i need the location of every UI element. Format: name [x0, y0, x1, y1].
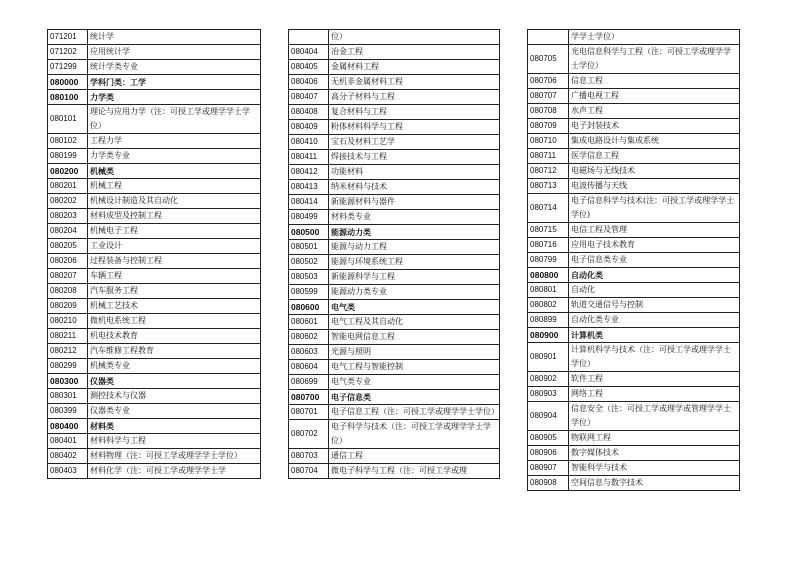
- major-name: 能源与动力工程: [329, 240, 500, 255]
- table-row: [289, 210, 500, 225]
- major-name: 微机电系统工程: [88, 314, 261, 329]
- major-name: 计算机科学与技术（注：可授工学或理学学士学位）: [569, 343, 740, 372]
- major-code: 080713: [528, 179, 569, 194]
- major-name: 粉体材料科学与工程: [329, 120, 500, 135]
- major-code: 080500: [289, 225, 329, 240]
- major-name: 高分子材料与工程: [329, 90, 500, 105]
- table-row: [528, 372, 740, 387]
- major-name: 电气类: [329, 300, 500, 315]
- major-name: 电气类专业: [329, 375, 500, 390]
- table-row: [528, 431, 740, 446]
- major-name: 能源动力类专业: [329, 285, 500, 300]
- major-code: 071202: [48, 45, 88, 60]
- category-row: [289, 300, 500, 315]
- major-name: 仪器类: [88, 374, 261, 389]
- major-code: [289, 30, 329, 45]
- major-name: 电子信息工程（注：可授工学或理学学士学位）: [329, 405, 500, 420]
- table-row: [48, 209, 261, 224]
- major-name: 力学类: [88, 90, 261, 105]
- major-name: 统计学: [88, 30, 261, 45]
- table-row: [48, 389, 261, 404]
- major-name: 计算机类: [569, 328, 740, 343]
- major-name: 轨道交通信号与控制: [569, 298, 740, 313]
- major-code: 080101: [48, 105, 88, 134]
- major-code: 080414: [289, 195, 329, 210]
- major-code: 080709: [528, 119, 569, 134]
- major-name: 理论与应用力学（注：可授工学或理学学士学位）: [88, 105, 261, 134]
- major-code: 071201: [48, 30, 88, 45]
- major-code: 080700: [289, 390, 329, 405]
- major-name: 宝石及材料工艺学: [329, 135, 500, 150]
- major-name: 工程力学: [88, 134, 261, 149]
- table-row: [289, 75, 500, 90]
- major-code: 080702: [289, 420, 329, 449]
- table-row: [48, 314, 261, 329]
- major-name: 电子科学与技术（注：可授工学或理学学士学位）: [329, 420, 500, 449]
- major-code: [528, 30, 569, 45]
- major-name: 网络工程: [569, 387, 740, 402]
- category-row: [48, 75, 261, 90]
- table-row: [528, 238, 740, 253]
- table-row: [289, 120, 500, 135]
- major-name: 机械电子工程: [88, 224, 261, 239]
- major-name: 纳米材料与技术: [329, 180, 500, 195]
- major-code: 080802: [528, 298, 569, 313]
- major-name: 冶金工程: [329, 45, 500, 60]
- major-code: 080599: [289, 285, 329, 300]
- category-row: [528, 328, 740, 343]
- table-row: [289, 60, 500, 75]
- major-code: 080714: [528, 194, 569, 223]
- major-name: 电波传播与天线: [569, 179, 740, 194]
- major-code: 080703: [289, 449, 329, 464]
- major-code: 080301: [48, 389, 88, 404]
- major-code: 080715: [528, 223, 569, 238]
- major-code: 080404: [289, 45, 329, 60]
- major-name: 物联网工程: [569, 431, 740, 446]
- major-name: 数字媒体技术: [569, 446, 740, 461]
- major-code: 080800: [528, 268, 569, 283]
- major-name: 自动化类: [569, 268, 740, 283]
- major-code: 080210: [48, 314, 88, 329]
- table-row: [48, 105, 261, 134]
- major-name: 材料化学（注：可授工学或理学学士学: [88, 464, 261, 479]
- major-name: 电气工程及其自动化: [329, 315, 500, 330]
- major-code: 080199: [48, 149, 88, 164]
- major-code: 080903: [528, 387, 569, 402]
- table-row: [528, 343, 740, 372]
- major-name: 自动化: [569, 283, 740, 298]
- table-row: [48, 149, 261, 164]
- major-code: 080406: [289, 75, 329, 90]
- major-code: 080710: [528, 134, 569, 149]
- major-name: 广播电视工程: [569, 89, 740, 104]
- table-row: [289, 464, 500, 479]
- table-row: [528, 476, 740, 491]
- major-name: 电气工程与智能控制: [329, 360, 500, 375]
- major-code: 080409: [289, 120, 329, 135]
- major-code: 080902: [528, 372, 569, 387]
- major-code: 080208: [48, 284, 88, 299]
- table-row: [289, 255, 500, 270]
- table-row: [289, 315, 500, 330]
- major-code: 071299: [48, 60, 88, 75]
- major-code: 080907: [528, 461, 569, 476]
- major-code: 080900: [528, 328, 569, 343]
- major-name: 无机非金属材料工程: [329, 75, 500, 90]
- table-row: [48, 224, 261, 239]
- major-code: 080212: [48, 344, 88, 359]
- table-row: [48, 329, 261, 344]
- major-name: 电磁场与无线技术: [569, 164, 740, 179]
- major-name: 机械工艺技术: [88, 299, 261, 314]
- major-name: 新能源材料与器件: [329, 195, 500, 210]
- major-code: 080799: [528, 253, 569, 268]
- major-name: 信息工程: [569, 74, 740, 89]
- major-name: 光电信息科学与工程（注：可授工学或理学学士学位）: [569, 45, 740, 74]
- category-row: [289, 390, 500, 405]
- major-code: 080299: [48, 359, 88, 374]
- table-row: [48, 179, 261, 194]
- table-row: [528, 119, 740, 134]
- major-code: 080712: [528, 164, 569, 179]
- major-code: 080201: [48, 179, 88, 194]
- major-code: 080405: [289, 60, 329, 75]
- table-row: [48, 30, 261, 45]
- major-name: 材料类: [88, 419, 261, 434]
- major-code: 080413: [289, 180, 329, 195]
- category-row: [289, 225, 500, 240]
- table-row: [289, 180, 500, 195]
- major-name: 学科门类：工学: [88, 75, 261, 90]
- major-code: 080401: [48, 434, 88, 449]
- major-name: 金属材料工程: [329, 60, 500, 75]
- major-name: 焊接技术与工程: [329, 150, 500, 165]
- major-name: 材料类专业: [329, 210, 500, 225]
- table-row: [289, 420, 500, 449]
- major-name: 软件工程: [569, 372, 740, 387]
- major-code: 080400: [48, 419, 88, 434]
- table-row: [48, 359, 261, 374]
- major-table-column-1: [47, 29, 261, 479]
- major-name: 空间信息与数字技术: [569, 476, 740, 491]
- major-code: 080904: [528, 402, 569, 431]
- major-code: 080899: [528, 313, 569, 328]
- major-name: 光源与照明: [329, 345, 500, 360]
- table-row: [528, 134, 740, 149]
- major-name: 应用电子技术教育: [569, 238, 740, 253]
- category-row: [528, 268, 740, 283]
- major-code: 080503: [289, 270, 329, 285]
- major-code: 080203: [48, 209, 88, 224]
- table-row: [528, 283, 740, 298]
- major-name: 水声工程: [569, 104, 740, 119]
- major-code: 080602: [289, 330, 329, 345]
- table-row: [48, 254, 261, 269]
- major-code: 080402: [48, 449, 88, 464]
- table-row: [48, 239, 261, 254]
- major-name: 智能科学与技术: [569, 461, 740, 476]
- major-name: 位）: [329, 30, 500, 45]
- table-row: [289, 135, 500, 150]
- table-row: [528, 149, 740, 164]
- major-name: 能源动力类: [329, 225, 500, 240]
- major-name: 汽车服务工程: [88, 284, 261, 299]
- table-row: [528, 89, 740, 104]
- table-row: [528, 402, 740, 431]
- major-name: 新能源科学与工程: [329, 270, 500, 285]
- major-name: 电信工程及管理: [569, 223, 740, 238]
- table-row: [528, 179, 740, 194]
- table-row: [289, 165, 500, 180]
- table-row: [289, 240, 500, 255]
- table-row: [289, 45, 500, 60]
- table-row: [289, 449, 500, 464]
- table-row: [48, 434, 261, 449]
- table-row: [289, 375, 500, 390]
- major-code: 080204: [48, 224, 88, 239]
- category-row: [48, 374, 261, 389]
- major-name: 学学士学位）: [569, 30, 740, 45]
- major-code: 080408: [289, 105, 329, 120]
- table-row: [48, 404, 261, 419]
- major-name: 复合材料与工程: [329, 105, 500, 120]
- table-row: [528, 104, 740, 119]
- major-code: 080206: [48, 254, 88, 269]
- table-row: [48, 60, 261, 75]
- major-name: 统计学类专业: [88, 60, 261, 75]
- major-code: 080300: [48, 374, 88, 389]
- major-code: 080699: [289, 375, 329, 390]
- major-name: 过程装备与控制工程: [88, 254, 261, 269]
- table-row: [289, 270, 500, 285]
- table-row: [528, 253, 740, 268]
- major-code: 080501: [289, 240, 329, 255]
- table-row: [289, 90, 500, 105]
- major-code: 080705: [528, 45, 569, 74]
- major-code: 080499: [289, 210, 329, 225]
- major-code: 080207: [48, 269, 88, 284]
- major-name: 自动化类专业: [569, 313, 740, 328]
- major-name: 电子信息类专业: [569, 253, 740, 268]
- major-name: 功能材料: [329, 165, 500, 180]
- major-code: 080211: [48, 329, 88, 344]
- major-code: 080403: [48, 464, 88, 479]
- major-name: 工业设计: [88, 239, 261, 254]
- category-row: [48, 419, 261, 434]
- table-row: [48, 45, 261, 60]
- major-name: 机械类专业: [88, 359, 261, 374]
- table-row: [528, 45, 740, 74]
- category-row: [48, 90, 261, 105]
- table-row: [289, 360, 500, 375]
- major-name: 仪器类专业: [88, 404, 261, 419]
- major-code: 080412: [289, 165, 329, 180]
- table-row: [528, 194, 740, 223]
- major-code: 080716: [528, 238, 569, 253]
- major-code: 080100: [48, 90, 88, 105]
- major-name: 汽车维修工程教育: [88, 344, 261, 359]
- major-name: 信息安全（注：可授工学或理学或管理学学士学位）: [569, 402, 740, 431]
- table-row: [48, 269, 261, 284]
- table-row: [289, 285, 500, 300]
- table-row: [48, 194, 261, 209]
- major-code: 080707: [528, 89, 569, 104]
- major-code: 080711: [528, 149, 569, 164]
- major-code: 080399: [48, 404, 88, 419]
- major-name: 微电子科学与工程（注：可授工学或理: [329, 464, 500, 479]
- major-name: 应用统计学: [88, 45, 261, 60]
- major-name: 电子封装技术: [569, 119, 740, 134]
- major-code: 080200: [48, 164, 88, 179]
- major-code: 080906: [528, 446, 569, 461]
- table-row: [528, 446, 740, 461]
- major-name: 材料成型及控制工程: [88, 209, 261, 224]
- table-row: [48, 344, 261, 359]
- major-code: 080502: [289, 255, 329, 270]
- major-code: 080908: [528, 476, 569, 491]
- major-code: 080801: [528, 283, 569, 298]
- major-code: 080704: [289, 464, 329, 479]
- table-row: [289, 150, 500, 165]
- table-row: [528, 30, 740, 45]
- table-row: [289, 330, 500, 345]
- table-row: [289, 195, 500, 210]
- major-code: 080601: [289, 315, 329, 330]
- table-row: [289, 405, 500, 420]
- major-code: 080701: [289, 405, 329, 420]
- major-table-column-3: [527, 29, 740, 491]
- major-code: 080600: [289, 300, 329, 315]
- table-row: [289, 345, 500, 360]
- table-row: [528, 313, 740, 328]
- major-name: 电子信息科学与技术(注：可授工学或理学学士学位): [569, 194, 740, 223]
- major-name: 机电技术教育: [88, 329, 261, 344]
- table-row: [48, 299, 261, 314]
- major-table-column-2: [288, 29, 500, 479]
- table-row: [528, 298, 740, 313]
- category-row: [48, 164, 261, 179]
- major-code: 080604: [289, 360, 329, 375]
- major-code: 080706: [528, 74, 569, 89]
- major-code: 080708: [528, 104, 569, 119]
- major-code: 080205: [48, 239, 88, 254]
- major-name: 机械工程: [88, 179, 261, 194]
- major-name: 材料科学与工程: [88, 434, 261, 449]
- table-row: [528, 223, 740, 238]
- table-row: [48, 449, 261, 464]
- major-name: 材料物理（注：可授工学或理学学士学位）: [88, 449, 261, 464]
- table-row: [289, 105, 500, 120]
- major-name: 电子信息类: [329, 390, 500, 405]
- major-name: 机械类: [88, 164, 261, 179]
- major-name: 测控技术与仪器: [88, 389, 261, 404]
- major-code: 080209: [48, 299, 88, 314]
- major-name: 力学类专业: [88, 149, 261, 164]
- major-code: 080000: [48, 75, 88, 90]
- major-name: 通信工程: [329, 449, 500, 464]
- major-name: 机械设计制造及其自动化: [88, 194, 261, 209]
- major-name: 智能电网信息工程: [329, 330, 500, 345]
- major-code: 080102: [48, 134, 88, 149]
- table-row: [528, 164, 740, 179]
- major-code: 080905: [528, 431, 569, 446]
- table-row: [48, 464, 261, 479]
- table-row: [528, 74, 740, 89]
- major-code: 080901: [528, 343, 569, 372]
- major-name: 集成电路设计与集成系统: [569, 134, 740, 149]
- major-code: 080603: [289, 345, 329, 360]
- major-code: 080410: [289, 135, 329, 150]
- table-row: [48, 134, 261, 149]
- table-row: [48, 284, 261, 299]
- table-row: [528, 387, 740, 402]
- major-code: 080411: [289, 150, 329, 165]
- major-name: 车辆工程: [88, 269, 261, 284]
- table-row: [289, 30, 500, 45]
- major-code: 080202: [48, 194, 88, 209]
- major-name: 医学信息工程: [569, 149, 740, 164]
- major-code: 080407: [289, 90, 329, 105]
- major-name: 能源与环境系统工程: [329, 255, 500, 270]
- table-row: [528, 461, 740, 476]
